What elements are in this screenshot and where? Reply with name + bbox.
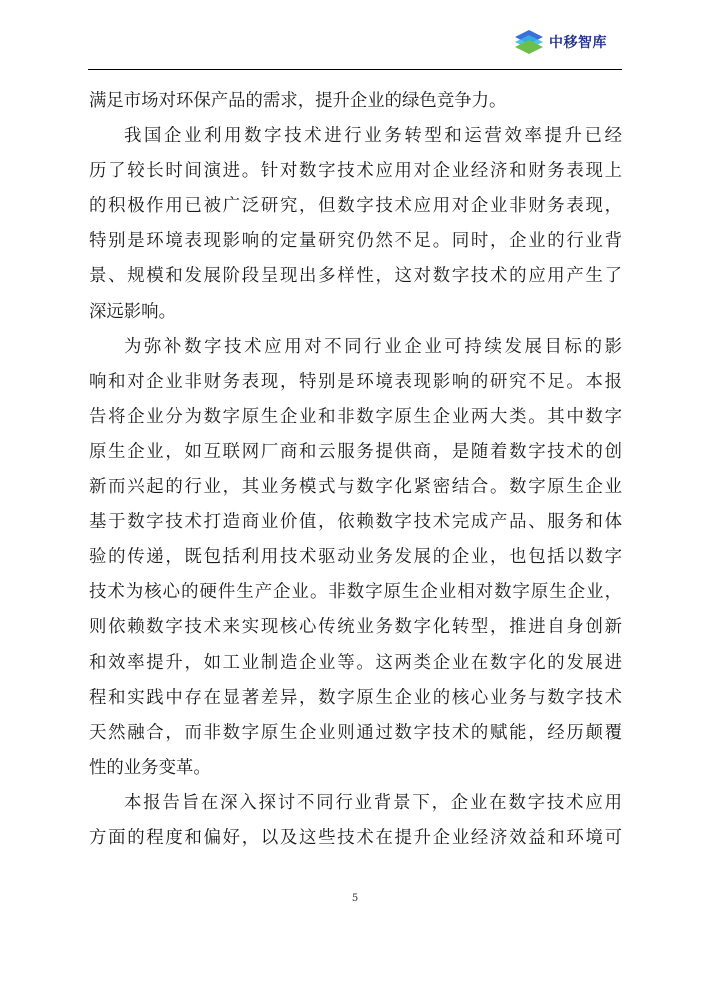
- text-line: 为弥补数字技术应用对不同行业企业可持续发展目标的影: [124, 336, 622, 357]
- text-line: 天然融合，而非数字原生企业则通过数字技术的赋能，经历颠覆: [89, 722, 622, 743]
- text-line: 响和对企业非财务表现，特别是环境表现影响的研究不足。本报: [89, 371, 622, 392]
- paragraph: [89, 330, 622, 786]
- text-line: 验的传递，既包括利用技术驱动业务发展的企业，也包括以数字: [89, 547, 622, 568]
- text-line: 方面的程度和偏好，以及这些技术在提升企业经济效益和环境可: [89, 827, 622, 848]
- text-line: 基于数字技术打造商业价值，依赖数字技术完成产品、服务和体: [89, 512, 622, 533]
- text-line: 告将企业分为数字原生企业和非数字原生企业两大类。其中数字: [89, 406, 622, 427]
- text-line: 则依赖数字技术来实现核心传统业务数字化转型，推进自身创新: [89, 617, 622, 638]
- text-line: 深远影响。: [89, 301, 176, 322]
- text-line: 原生企业，如互联网厂商和云服务提供商，是随着数字技术的创: [89, 441, 622, 462]
- body-text: [89, 84, 622, 856]
- text-line: 和效率提升，如工业制造企业等。这两类企业在数字化的发展进: [89, 652, 622, 673]
- text-line: 特别是环境表现影响的定量研究仍然不足。同时，企业的行业背: [89, 231, 622, 252]
- text-line: 程和实践中存在显著差异，数字原生企业的核心业务与数字技术: [89, 687, 622, 708]
- zhongyi-logo-icon: [512, 27, 546, 57]
- text-line: 的积极作用已被广泛研究，但数字技术应用对企业非财务表现，: [89, 196, 622, 217]
- paragraph: [89, 786, 622, 856]
- text-line: 我国企业利用数字技术进行业务转型和运营效率提升已经: [124, 126, 622, 147]
- paragraph: [89, 84, 622, 119]
- header-divider: [88, 69, 622, 70]
- text-line: 性的业务变革。: [89, 757, 211, 778]
- text-line: 满足市场对环保产品的需求，提升企业的绿色竞争力。: [89, 91, 507, 111]
- brand-name: 中移智库: [549, 35, 607, 51]
- header-logo: [512, 24, 607, 60]
- page-number: 5: [351, 893, 359, 904]
- paragraph: [89, 119, 622, 330]
- text-line: 历了较长时间演进。针对数字技术应用对企业经济和财务表现上: [89, 161, 622, 182]
- text-line: 景、规模和发展阶段呈现出多样性，这对数字技术的应用产生了: [89, 266, 622, 287]
- text-line: 新而兴起的行业，其业务模式与数字化紧密结合。数字原生企业: [89, 477, 622, 498]
- text-line: 本报告旨在深入探讨不同行业背景下，企业在数字技术应用: [124, 792, 622, 813]
- text-line: 技术为核心的硬件生产企业。非数字原生企业相对数字原生企业，: [89, 582, 622, 603]
